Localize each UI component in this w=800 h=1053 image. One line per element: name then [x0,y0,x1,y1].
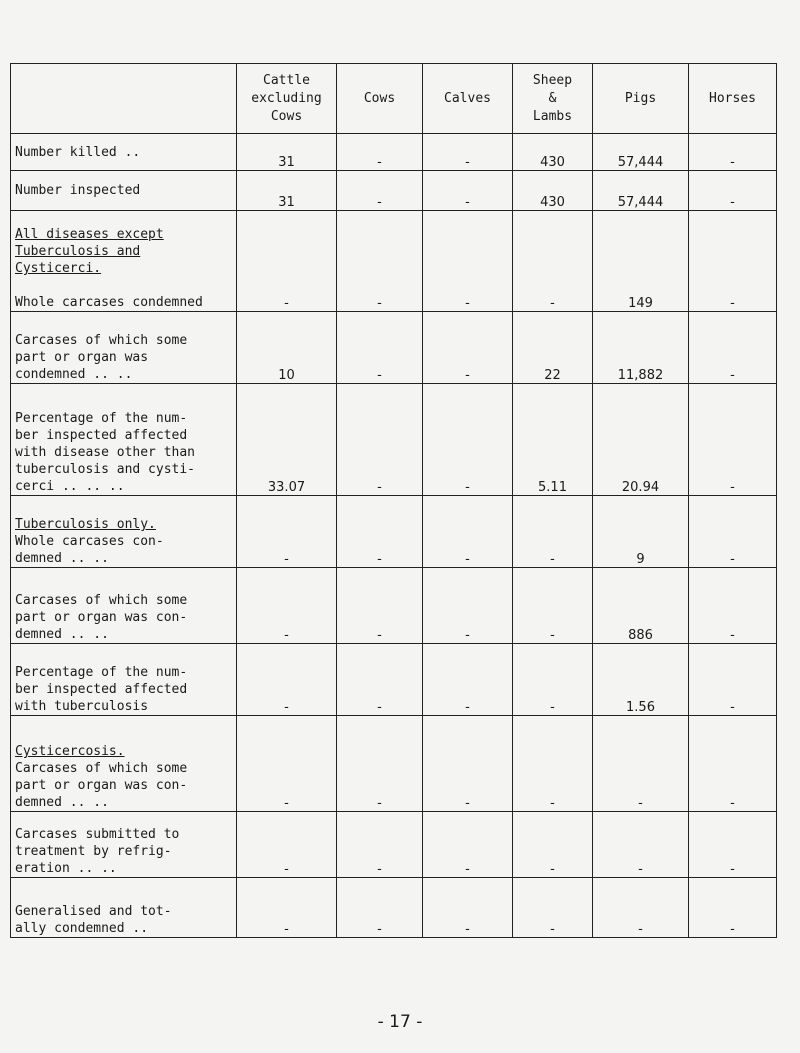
cell: 11,882 [593,312,689,384]
cell: 149 [593,211,689,312]
header-horses: Horses [689,64,777,134]
cell: - [689,496,777,568]
cell: - [689,644,777,716]
cell: - [237,716,337,812]
row-label-text: demned .. .. [15,627,109,642]
row-label-cyst-generalised [11,878,237,938]
cell: - [423,568,513,644]
cell: - [337,171,423,211]
cell: - [593,716,689,812]
cell: - [689,134,777,171]
cell: - [337,384,423,496]
cell: - [423,496,513,568]
cell: 31 [237,134,337,171]
row-label-text: ber inspected affected [15,428,188,443]
cell: 430 [513,134,593,171]
row-label-number-killed: Number killed .. [11,134,237,171]
table-row [11,496,777,568]
cell: - [237,568,337,644]
cell: - [423,812,513,878]
header-cattle-line2: excluding [251,90,322,106]
row-label-tb-whole [11,496,237,568]
cell: - [513,211,593,312]
cell: 430 [513,171,593,211]
row-label-text: Whole carcases condemned [15,295,203,310]
cell: - [237,878,337,938]
row-label-text: condemned .. .. [15,367,133,382]
row-label-text: cerci .. .. .. [15,479,125,494]
cell: - [237,496,337,568]
row-label-text: Whole carcases con- [15,534,164,549]
cell: - [423,171,513,211]
cell: - [593,812,689,878]
row-label-text: part or organ was con- [15,610,188,625]
cell: - [689,171,777,211]
cell: - [593,878,689,938]
page-number: - 17 - [377,1012,423,1032]
cell: - [513,812,593,878]
table-row [11,171,777,211]
cell: - [513,644,593,716]
cell: - [513,878,593,938]
row-label-cyst-part [11,716,237,812]
table-row [11,568,777,644]
row-label-text: ber inspected affected [15,682,188,697]
cell: - [423,384,513,496]
cell: - [513,568,593,644]
header-sheep-line1: Sheep [532,72,573,88]
row-label-all-diseases-percentage [11,384,237,496]
cell: 57,444 [593,134,689,171]
row-label-text: Carcases of which some [15,333,188,348]
cell: 1.56 [593,644,689,716]
cell: - [513,496,593,568]
cell: - [423,211,513,312]
header-sheep-line3: Lambs [532,108,573,124]
cell: - [423,878,513,938]
table-row [11,812,777,878]
row-label-text: with tuberculosis [15,699,149,714]
cell: 10 [237,312,337,384]
row-label-tb-part [11,568,237,644]
row-label-cyst-refrigeration [11,812,237,878]
section-heading-line: Cysticerci. [15,261,102,276]
header-row [11,64,777,134]
header-cows: Cows [337,64,423,134]
cell: - [689,812,777,878]
header-blank [11,64,237,134]
cell: 20.94 [593,384,689,496]
header-cattle-line3: Cows [270,108,303,124]
row-label-text: Percentage of the num- [15,665,188,680]
row-label-all-diseases-whole [11,211,237,312]
cell: - [337,496,423,568]
row-label-tb-percentage [11,644,237,716]
cell: 57,444 [593,171,689,211]
table-row [11,716,777,812]
cell: - [513,716,593,812]
cell: - [337,716,423,812]
header-cattle-line1: Cattle [263,72,310,88]
row-label-number-inspected: Number inspected [11,171,237,211]
cell: - [423,312,513,384]
header-pigs: Pigs [593,64,689,134]
cell: - [423,644,513,716]
cell: - [337,644,423,716]
section-heading-line: All diseases except [15,227,164,242]
cell: 33.07 [237,384,337,496]
cell: 31 [237,171,337,211]
cell: - [423,134,513,171]
cell: - [337,211,423,312]
row-label-text: treatment by refrig- [15,844,172,859]
row-label-all-diseases-part [11,312,237,384]
header-sheep [513,64,593,134]
row-label-text: Carcases submitted to [15,827,180,842]
cell: - [237,211,337,312]
cell: - [337,134,423,171]
cell: 5.11 [513,384,593,496]
cell: - [689,568,777,644]
row-label-text: tuberculosis and cysti- [15,462,196,477]
section-heading-line: Tuberculosis and [15,244,141,259]
cell: - [689,312,777,384]
table-row [11,211,777,312]
meat-inspection-table [10,63,777,938]
cell: 9 [593,496,689,568]
table-row [11,384,777,496]
cell: - [337,312,423,384]
header-cattle [237,64,337,134]
row-label-text: with disease other than [15,445,196,460]
cell: - [337,878,423,938]
cell: - [689,211,777,312]
cell: - [337,812,423,878]
section-heading-tuberculosis: Tuberculosis only. [15,517,156,532]
table-row [11,644,777,716]
cell: - [689,716,777,812]
cell: 22 [513,312,593,384]
row-label-text: demned .. .. [15,795,109,810]
row-label-text: part or organ was con- [15,778,188,793]
cell: - [337,568,423,644]
table-row [11,878,777,938]
row-label-text: demned .. .. [15,551,109,566]
row-label-text: eration .. .. [15,861,117,876]
row-label-text: Generalised and tot- [15,904,172,919]
cell: - [237,812,337,878]
table-row [11,134,777,171]
cell: - [689,384,777,496]
row-label-text: Percentage of the num- [15,411,188,426]
row-label-text: ally condemned .. [15,921,149,936]
cell: 886 [593,568,689,644]
row-label-text: Carcases of which some [15,593,188,608]
cell: - [237,644,337,716]
row-label-text: part or organ was [15,350,149,365]
cell: - [689,878,777,938]
cell: - [423,716,513,812]
section-heading-cysticercosis: Cysticercosis. [15,744,125,759]
row-label-text: Carcases of which some [15,761,188,776]
header-sheep-line2: & [548,90,557,106]
header-calves: Calves [423,64,513,134]
table-row [11,312,777,384]
